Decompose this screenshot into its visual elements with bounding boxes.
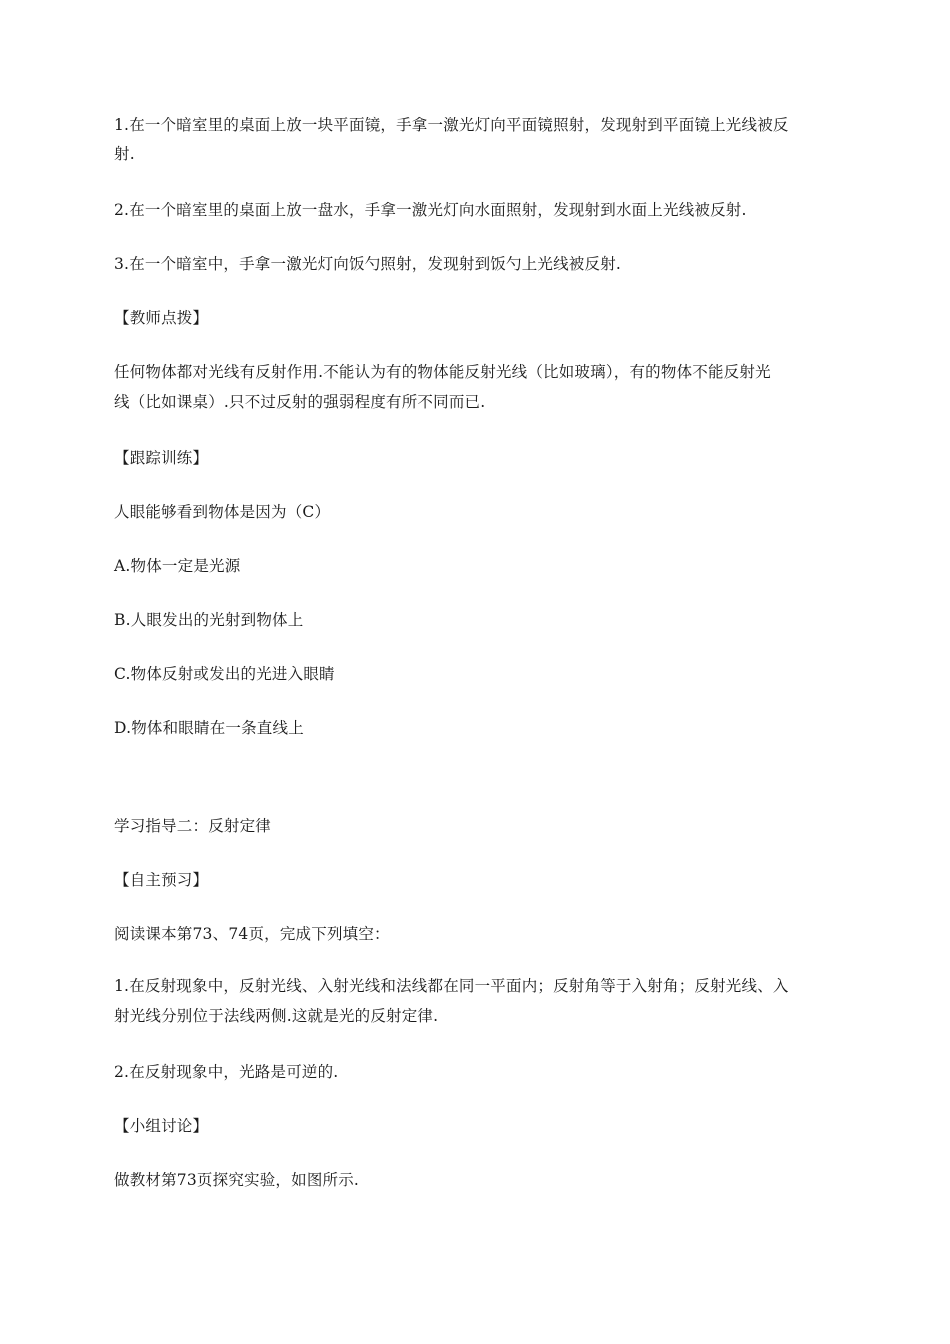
- paragraph-item-1-line-2: 射.: [114, 145, 135, 163]
- law-item-2: 2.在反射现象中，光路是可逆的.: [114, 1063, 339, 1081]
- question-text: 人眼能够看到物体是因为（C）: [114, 503, 331, 521]
- discussion-text: 做教材第73页探究实验，如图所示.: [114, 1171, 360, 1189]
- option-d: D.物体和眼睛在一条直线上: [114, 719, 304, 737]
- reading-instruction: 阅读课本第73、74页，完成下列填空：: [114, 925, 390, 943]
- option-c: C.物体反射或发出的光进入眼睛: [114, 665, 335, 683]
- option-a: A.物体一定是光源: [114, 557, 241, 575]
- teacher-tip-heading: 【教师点拨】: [114, 309, 209, 327]
- law-item-1-line-1: 1.在反射现象中，反射光线、入射光线和法线都在同一平面内；反射角等于入射角；反射光线、入: [114, 977, 789, 995]
- paragraph-item-3: 3.在一个暗室中，手拿一激光灯向饭勺照射，发现射到饭勺上光线被反射.: [114, 255, 622, 273]
- law-item-1-line-2: 射光线分别位于法线两侧.这就是光的反射定律.: [114, 1007, 439, 1025]
- preview-heading: 【自主预习】: [114, 871, 209, 889]
- paragraph-item-1-line-1: 1.在一个暗室里的桌面上放一块平面镜，手拿一激光灯向平面镜照射，发现射到平面镜上光线被反: [114, 116, 789, 134]
- practice-heading: 【跟踪训练】: [114, 449, 209, 467]
- option-b: B.人眼发出的光射到物体上: [114, 611, 304, 629]
- discussion-heading: 【小组讨论】: [114, 1117, 209, 1135]
- teacher-tip-line-1: 任何物体都对光线有反射作用.不能认为有的物体能反射光线（比如玻璃），有的物体不能反射光: [114, 363, 771, 381]
- teacher-tip-line-2: 线（比如课桌）.只不过反射的强弱程度有所不同而已.: [114, 393, 486, 411]
- paragraph-item-2: 2.在一个暗室里的桌面上放一盘水，手拿一激光灯向水面照射，发现射到水面上光线被反射.: [114, 201, 747, 219]
- section-2-title: 学习指导二：反射定律: [114, 817, 272, 835]
